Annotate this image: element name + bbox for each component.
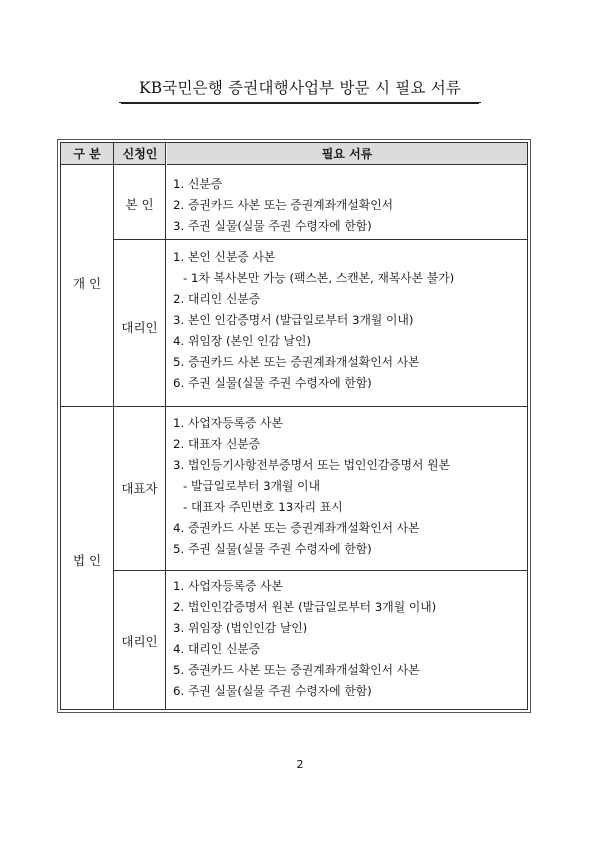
applicant-self: 본 인 xyxy=(125,197,154,212)
documents-list xyxy=(173,413,527,560)
document-item: 6. 주권 실물(실물 주권 수령자에 한함) xyxy=(173,684,372,698)
header-documents: 필요 서류 xyxy=(167,143,527,165)
document-item: 3. 위임장 (법인인감 날인) xyxy=(173,621,308,635)
page-number: 2 xyxy=(296,758,304,771)
document-item: 2. 증권카드 사본 또는 증권계좌개설확인서 xyxy=(173,198,393,212)
document-item: 5. 증권카드 사본 또는 증권계좌개설확인서 사본 xyxy=(173,355,420,369)
document-item: 4. 위임장 (본인 인감 날인) xyxy=(173,334,312,348)
document-item: 1. 사업자등록증 사본 xyxy=(173,416,283,430)
document-subitem: - 1차 복사본만 가능 (팩스본, 스캔본, 재복사본 불가) xyxy=(183,271,455,285)
category-individual: 개 인 xyxy=(72,276,102,291)
header-applicant: 신청인 xyxy=(114,143,166,165)
category-corporation: 법 인 xyxy=(72,553,102,568)
applicant-agent: 대리인 xyxy=(121,634,158,649)
header-category: 구 분 xyxy=(61,143,113,165)
document-title: KB국민은행 증권대행사업부 방문 시 필요 서류 xyxy=(138,79,462,97)
document-item: 1. 사업자등록증 사본 xyxy=(173,579,283,593)
column-divider xyxy=(165,143,166,709)
document-item: 1. 본인 신분증 사본 xyxy=(173,250,276,264)
applicant-representative: 대표자 xyxy=(121,481,158,496)
documents-list xyxy=(173,174,527,237)
document-item: 4. 대리인 신분증 xyxy=(173,642,261,656)
document-item: 3. 주권 실물(실물 주권 수령자에 한함) xyxy=(173,219,372,233)
column-divider xyxy=(113,143,114,709)
required-documents-table xyxy=(60,142,528,710)
document-item: 6. 주권 실물(실물 주권 수령자에 한함) xyxy=(173,376,372,390)
document-item: 2. 대표자 신분증 xyxy=(173,437,261,451)
document-subitem: - 대표자 주민번호 13자리 표시 xyxy=(183,500,343,514)
document-title-box xyxy=(119,72,481,103)
document-item: 5. 증권카드 사본 또는 증권계좌개설확인서 사본 xyxy=(173,663,420,677)
document-item: 3. 법인등기사항전부증명서 또는 법인인감증명서 원본 xyxy=(173,458,450,472)
documents-list xyxy=(173,247,527,394)
document-subitem: - 발급일로부터 3개월 이내 xyxy=(183,479,320,493)
section-divider xyxy=(61,406,527,407)
document-item: 2. 법인인감증명서 원본 (발급일로부터 3개월 이내) xyxy=(173,600,437,614)
documents-list xyxy=(173,576,527,702)
row-divider xyxy=(113,570,527,571)
document-item: 1. 신분증 xyxy=(173,177,223,191)
applicant-agent: 대리인 xyxy=(121,320,158,335)
document-item: 3. 본인 인감증명서 (발급일로부터 3개월 이내) xyxy=(173,313,414,327)
document-item: 5. 주권 실물(실물 주권 수령자에 한함) xyxy=(173,542,372,556)
document-item: 4. 증권카드 사본 또는 증권계좌개설확인서 사본 xyxy=(173,521,420,535)
document-item: 2. 대리인 신분증 xyxy=(173,292,261,306)
row-divider xyxy=(113,239,527,240)
